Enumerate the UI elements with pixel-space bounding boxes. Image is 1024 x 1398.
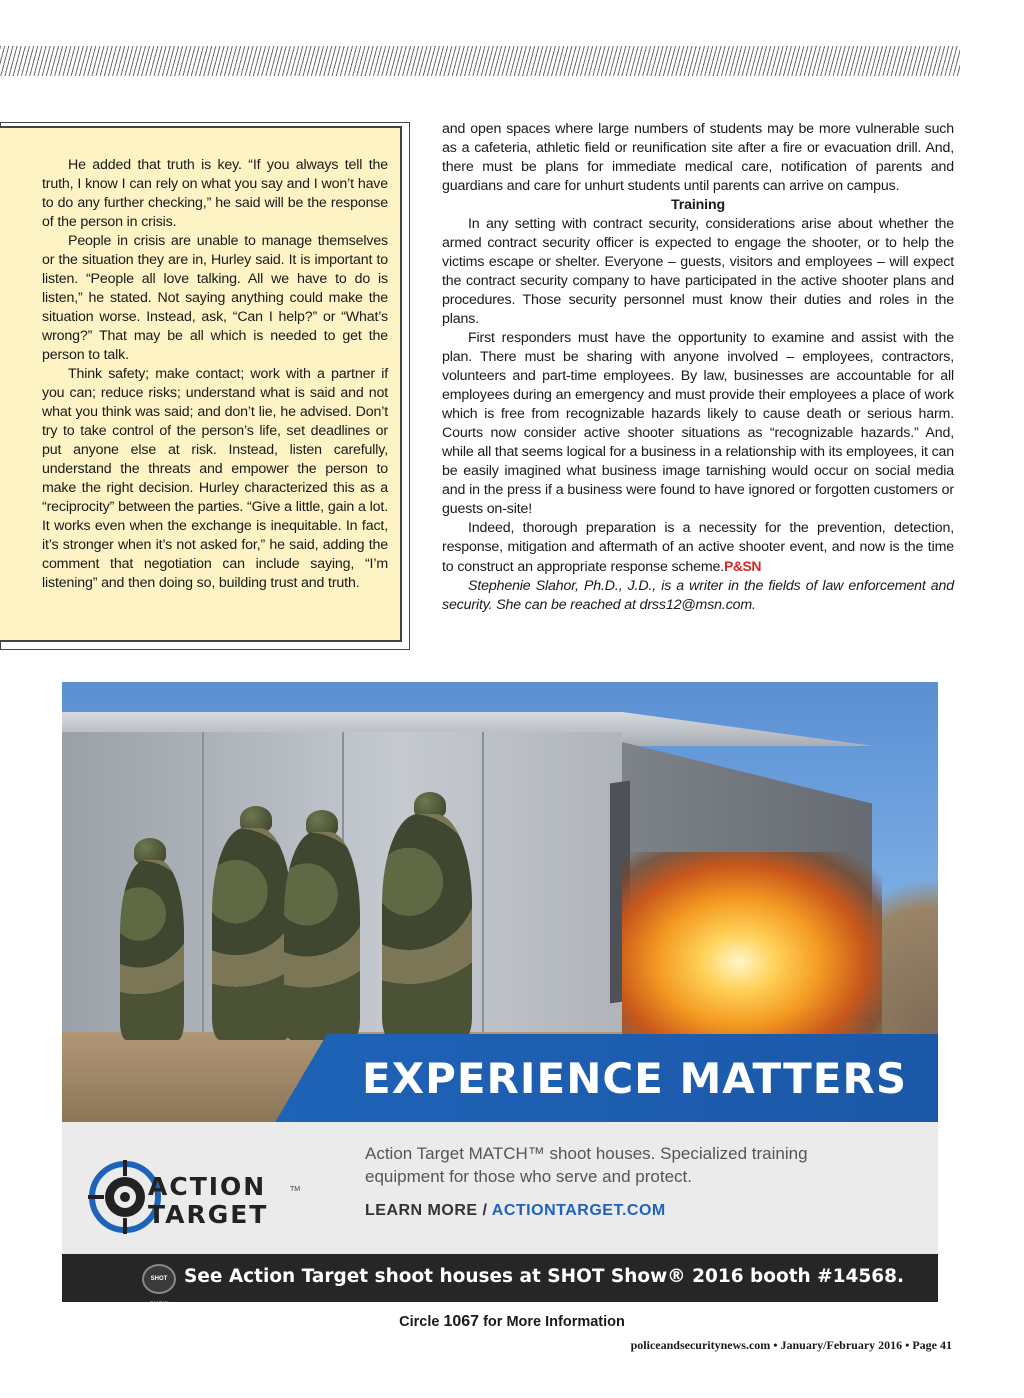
cta-url[interactable]: ACTIONTARGET.COM [491, 1202, 666, 1219]
learn-more-link[interactable] [365, 1202, 666, 1220]
logo-word-action: ACTION [148, 1172, 267, 1201]
circle-number: 1067 [443, 1313, 480, 1330]
article-paragraph: In any setting with contract security, considerations arise about whether the armed contract security officer is expected to engage the shooter, or to help the victims escape or shelter. Everyone – guests, visitors and employees – will expect the contract security company to have participated in the active shooter plans and procedures. Those security personnel must know their duties and roles in the plans. [442, 216, 954, 327]
ad-description: Action Target MATCH™ shoot houses. Specialized training equipment for those who serve and protect. [365, 1144, 808, 1186]
circle-suffix: for More Information [479, 1314, 625, 1330]
article-paragraph-final [442, 519, 954, 577]
ad-headline: EXPERIENCE MATTERS [362, 1054, 908, 1103]
soldier-figure [382, 814, 472, 1040]
circle-prefix: Circle [399, 1314, 444, 1330]
ad-footer-text: See Action Target shoot houses at SHOT Show® 2016 booth #14568. [184, 1266, 905, 1287]
page-footer: policeandsecuritynews.com • January/February 2016 • Page 41 [630, 1338, 952, 1352]
circle-for-info [0, 1313, 1024, 1331]
soldier-figure [212, 828, 292, 1040]
action-target-advertisement[interactable] [62, 682, 938, 1308]
sidebar-box [0, 122, 410, 650]
author-byline: Stephenie Slahor, Ph.D., J.D., is a writer in the fields of law enforcement and security. She can be reached at drss12@msn.com. [442, 578, 954, 613]
soldier-figure [120, 860, 184, 1040]
logo-trademark: TM [290, 1186, 301, 1193]
explosion-fireball [622, 852, 882, 1052]
psn-endmark: P&SN [724, 558, 761, 574]
article-paragraph-text: Indeed, thorough preparation is a necessity for the prevention, detection, response, mitigation and aftermath of an active shooter event, and now is the time to construct an appropriate response scheme. [442, 520, 954, 575]
sidebar-paragraph: People in crisis are unable to manage themselves or the situation they are in, Hurley said. It is important to listen. “People all love talking. All we have to do is listen,” he stated. Not saying anything could make the situation worse. Instead, ask, “Can I help?” or “What’s wrong?” That may be all which is needed to get the person to talk. [42, 233, 388, 363]
sidebar-paragraph: Think safety; make contact; work with a partner if you can; reduce risks; understand what is said and not what you think was said; and don’t lie, he advised. Don’t try to take control of the person’s life, set deadlines or put anyone else at risk. Instead, listen carefully, understand the threats and empower the person to make the right decision. Hurley characterized this as a “reciprocity” between the parties. “Give a little, gain a lot. It works even when the exchange is inequitable. In fact, it’s stronger when it’s not asked for,” he said, adding the comment that negotiation can include saying, “I’m listening” and then doing so, building trust and truth. [42, 366, 388, 591]
article-column [442, 120, 954, 615]
sidebar-paragraph: He added that truth is key. “If you always tell the truth, I know I can rely on what you say and I won’t have to do any further checking,” he said will be the response of the person in crisis. [42, 157, 388, 230]
sidebar-text [42, 156, 388, 593]
article-paragraph-intro: and open spaces where large numbers of students may be more vulnerable such as a cafeteria, athletic field or reunification site after a fire or evacuation drill. And, there must be plans for immediate medical care, notification of parents and guardians and care for unhurt students until parents can arrive on campus. [442, 121, 954, 194]
wall-seam [202, 732, 204, 1032]
header-hatch-rule [0, 46, 960, 76]
action-target-logo[interactable] [88, 1160, 301, 1240]
logo-word-target: TARGET [148, 1200, 269, 1229]
section-heading: Training [671, 197, 725, 213]
article-paragraph: First responders must have the opportunity to examine and assist with the plan. There must be sharing with anyone involved – employees, contractors, volunteers and part-time employees. By law, businesses are accountable for all employees during an emergency and must provide their employees a place of work which is free from recognizable hazards likely to cause death or serious harm. Courts now consider active shooter situations as “recognizable hazards.” And, while all that seems logical for a business in a relationship with its employees, it can be easily imagined what business image tarnishing would occur on social media and in the press if a business were found to have ignored or forgotten customers or guests on-site! [442, 330, 954, 517]
soldier-figure [284, 832, 360, 1040]
cta-prefix: LEARN MORE / [365, 1202, 492, 1219]
shot-show-badge-icon: SHOT SHOW [142, 1264, 176, 1294]
wall-seam [482, 732, 484, 1032]
